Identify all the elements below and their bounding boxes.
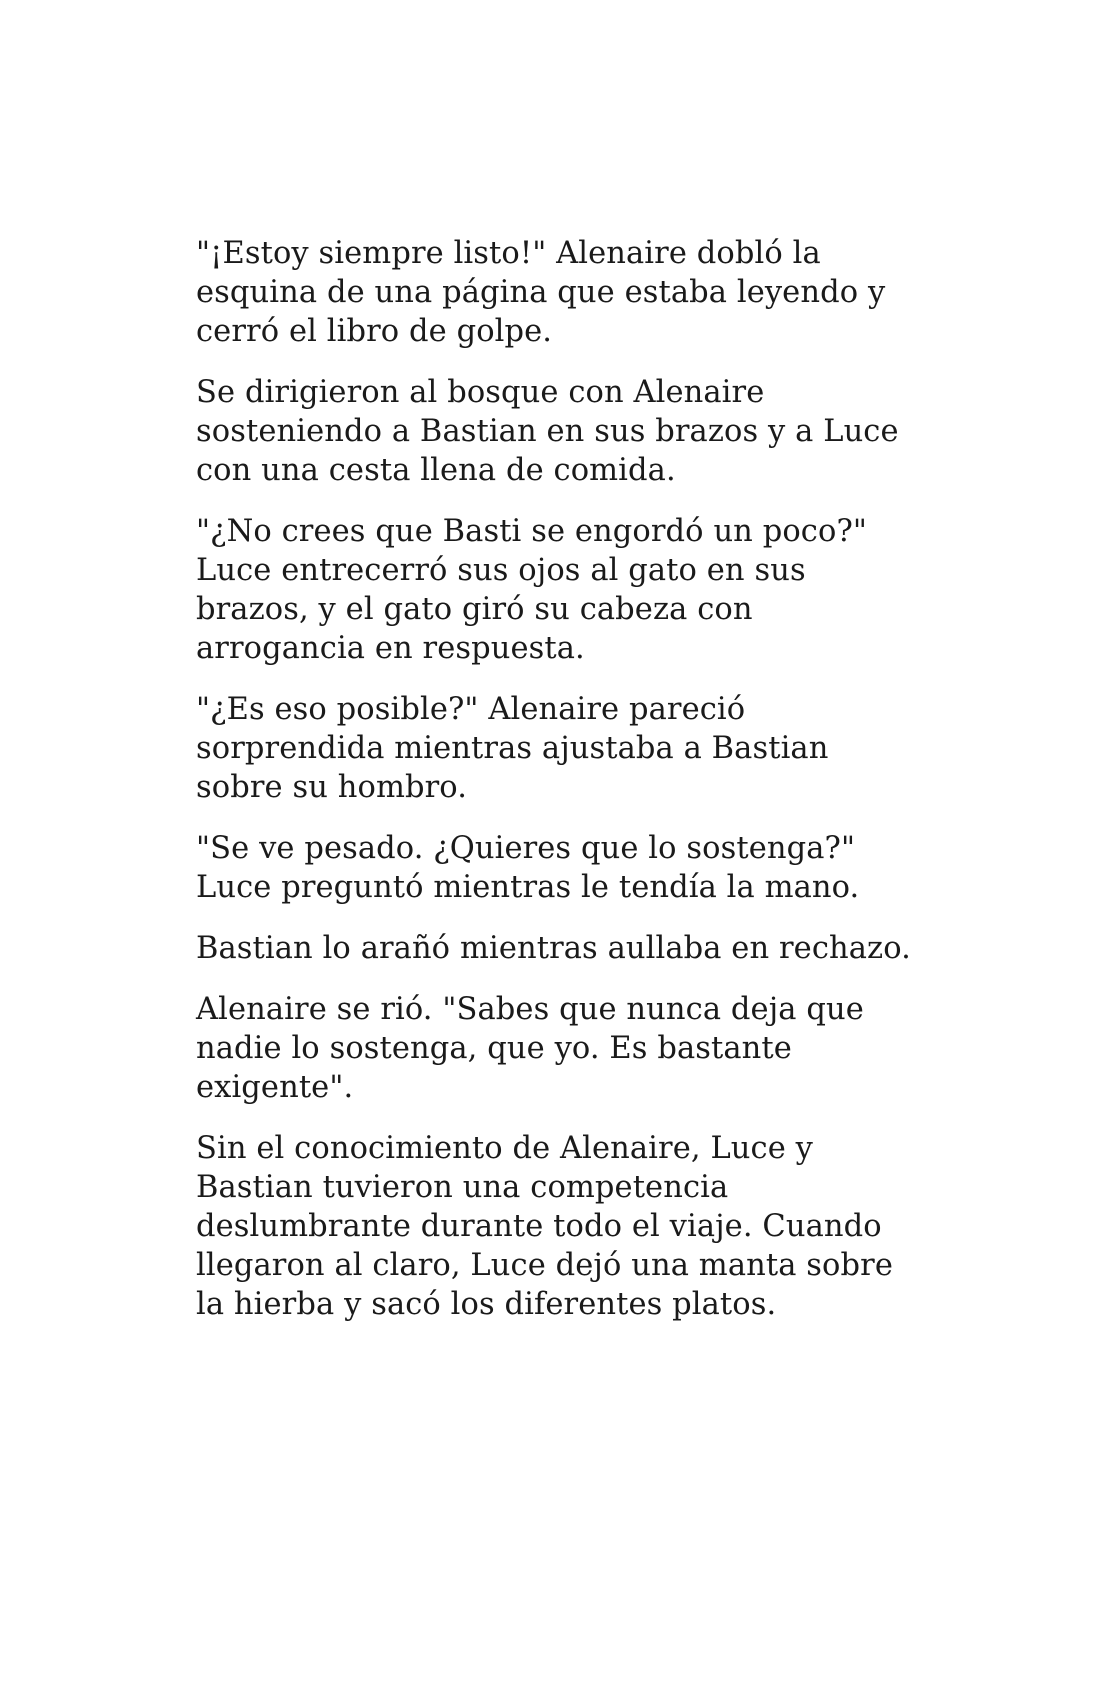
paragraph-5: "Se ve pesado. ¿Quieres que lo sostenga?" Luce preguntó mientras le tendía la mano. [196,831,860,905]
paragraph-4: "¿Es eso posible?" Alenaire pareció sorprendida mientras ajustaba a Bastian sobre su hombro. [196,692,829,805]
paragraph-6: Bastian lo arañó mientras aullaba en rechazo. [196,931,911,966]
paragraph-3: "¿No crees que Basti se engordó un poco?" Luce entrecerró sus ojos al gato en sus brazos, y el gato giró su cabeza con arrogancia en respuesta. [196,514,868,666]
paragraph-1: "¡Estoy siempre listo!" Alenaire dobló la esquina de una página que estaba leyendo y cerró el libro de golpe. [196,236,886,349]
paragraph-2: Se dirigieron al bosque con Alenaire sosteniendo a Bastian en sus brazos y a Luce con una cesta llena de comida. [196,375,899,488]
paragraph-8: Sin el conocimiento de Alenaire, Luce y Bastian tuvieron una competencia deslumbrante durante todo el viaje. Cuando llegaron al claro, Luce dejó una manta sobre la hierba y sacó los diferentes platos. [196,1131,893,1322]
paragraph-7: Alenaire se rió. "Sabes que nunca deja que nadie lo sostenga, que yo. Es bastante exigente". [196,992,864,1105]
body-text [196,234,916,1346]
